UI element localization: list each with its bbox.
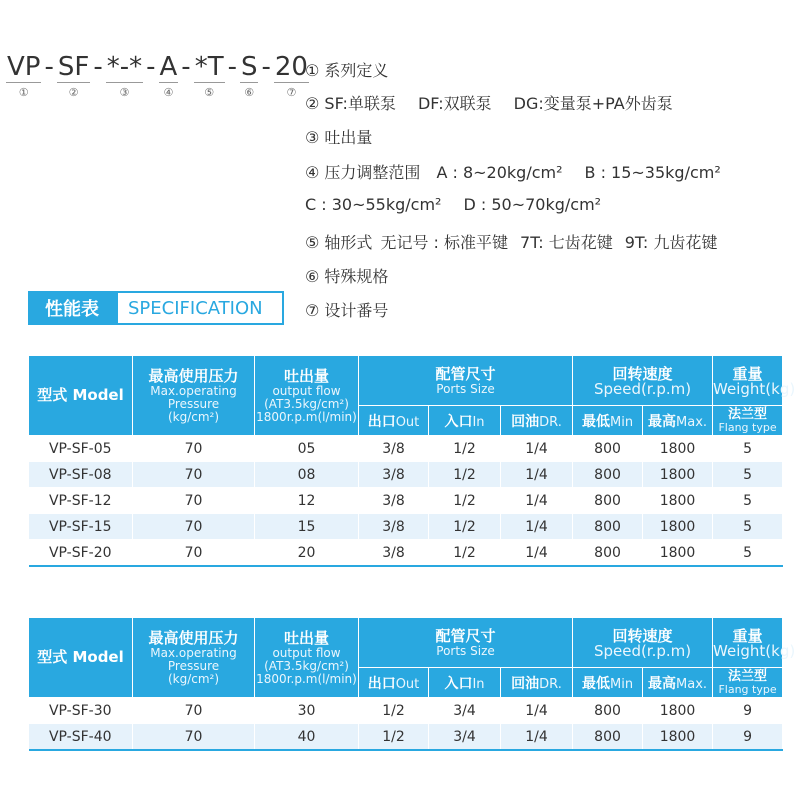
code-separator: -: [227, 52, 237, 82]
spec-tag-en: SPECIFICATION: [116, 291, 284, 325]
table-cell: 9: [713, 724, 783, 751]
table-2-body: [29, 698, 783, 751]
code-separator: -: [261, 52, 271, 82]
header-min: 最低Min: [573, 668, 643, 698]
table-cell: 05: [255, 436, 359, 462]
table-cell: 3/8: [359, 462, 429, 488]
table-cell: 70: [133, 724, 255, 751]
header-model: 型式 Model: [29, 356, 133, 436]
table-cell: 3/4: [429, 724, 501, 751]
table-cell: 800: [573, 698, 643, 724]
table-cell: 1/2: [429, 488, 501, 514]
table-cell: 5: [713, 488, 783, 514]
spec-tag-cn: 性能表: [28, 291, 116, 325]
table-cell: 70: [133, 540, 255, 567]
table-row: [29, 540, 783, 567]
table-row: [29, 514, 783, 540]
table-cell: 1/2: [429, 514, 501, 540]
header-weight: 重量 Weight(kg): [713, 618, 783, 668]
code-part: *T ⑤: [194, 52, 224, 99]
header-model: 型式 Model: [29, 618, 133, 698]
table-cell: 1/4: [501, 488, 573, 514]
table-cell: 1800: [643, 462, 713, 488]
table-cell: 1800: [643, 436, 713, 462]
table-cell: 08: [255, 462, 359, 488]
header-flange: 法兰型 Flang type: [713, 668, 783, 698]
header-dr: 回油DR.: [501, 668, 573, 698]
header-pressure: 最高使用压力 Max.operating Pressure (kg/cm²): [133, 356, 255, 436]
header-out: 出口Out: [359, 668, 429, 698]
table-row: [29, 436, 783, 462]
table-cell: 1800: [643, 488, 713, 514]
table-cell: 70: [133, 462, 255, 488]
header-pressure: 最高使用压力 Max.operating Pressure (kg/cm²): [133, 618, 255, 698]
table-cell: VP-SF-05: [29, 436, 133, 462]
table-cell: 800: [573, 488, 643, 514]
table-cell: 1/2: [359, 698, 429, 724]
header-max: 最高Max.: [643, 668, 713, 698]
table-cell: VP-SF-20: [29, 540, 133, 567]
table-cell: 1/4: [501, 540, 573, 567]
table-cell: VP-SF-15: [29, 514, 133, 540]
table-cell: VP-SF-40: [29, 724, 133, 751]
table-cell: 1/4: [501, 698, 573, 724]
code-separator: -: [181, 52, 191, 82]
table-cell: 70: [133, 698, 255, 724]
code-part: A ④: [159, 52, 178, 99]
definition-line: ⑤ 轴形式 无记号 : 标准平键 7T: 七齿花键 9T: 九齿花键: [305, 233, 718, 252]
table-cell: 3/8: [359, 488, 429, 514]
table-cell: VP-SF-08: [29, 462, 133, 488]
header-min: 最低Min: [573, 406, 643, 436]
table-cell: 800: [573, 724, 643, 751]
table-cell: 1/4: [501, 724, 573, 751]
table-cell: 800: [573, 514, 643, 540]
header-flow: 吐出量 output flow (AT3.5kg/cm²) 1800r.p.m(l/min): [255, 618, 359, 698]
table-cell: 800: [573, 436, 643, 462]
header-in: 入口In: [429, 406, 501, 436]
spec-table-1: [28, 355, 796, 567]
header-ports: 配管尺寸 Ports Size: [359, 356, 573, 406]
table-cell: 1800: [643, 698, 713, 724]
header-dr: 回油DR.: [501, 406, 573, 436]
definition-line: ② SF:单联泵 DF:双联泵 DG:变量泵+PA外齿泵: [305, 94, 673, 113]
code-part: SF ②: [57, 52, 90, 99]
table-cell: 1/2: [429, 436, 501, 462]
table-row: [29, 462, 783, 488]
table-cell: 30: [255, 698, 359, 724]
table-cell: 1800: [643, 724, 713, 751]
table-row: [29, 724, 783, 751]
table-cell: 3/8: [359, 514, 429, 540]
table-cell: 40: [255, 724, 359, 751]
header-ports: 配管尺寸 Ports Size: [359, 618, 573, 668]
table-cell: 1/2: [429, 462, 501, 488]
header-speed: 回转速度 Speed(r.p.m): [573, 356, 713, 406]
table-1-body: [29, 436, 783, 567]
table-cell: 5: [713, 436, 783, 462]
table-cell: 5: [713, 540, 783, 567]
table-row: [29, 698, 783, 724]
header-in: 入口In: [429, 668, 501, 698]
table-cell: 12: [255, 488, 359, 514]
spec-table-2: [28, 617, 796, 751]
code-separator: -: [146, 52, 156, 82]
table-cell: 1800: [643, 540, 713, 567]
table-cell: 1/4: [501, 436, 573, 462]
table-cell: 70: [133, 488, 255, 514]
specification-tag: [28, 291, 284, 325]
table-cell: 1800: [643, 514, 713, 540]
table-cell: 3/4: [429, 698, 501, 724]
model-code: [6, 52, 309, 99]
table-row: [29, 488, 783, 514]
table-cell: 3/8: [359, 436, 429, 462]
table-cell: 5: [713, 462, 783, 488]
header-out: 出口Out: [359, 406, 429, 436]
table-cell: VP-SF-30: [29, 698, 133, 724]
table-cell: 70: [133, 436, 255, 462]
table-cell: 800: [573, 540, 643, 567]
definition-line: ④ 压力调整范围 A : 8~20kg/cm² B : 15~35kg/cm²: [305, 163, 721, 182]
table-cell: 800: [573, 462, 643, 488]
definition-line: ③ 吐出量: [305, 128, 373, 147]
table-cell: 9: [713, 698, 783, 724]
table-cell: 20: [255, 540, 359, 567]
table-cell: 5: [713, 514, 783, 540]
code-part: *-* ③: [106, 52, 143, 99]
table-cell: VP-SF-12: [29, 488, 133, 514]
definition-line: ① 系列定义: [305, 61, 389, 80]
table-cell: 1/2: [359, 724, 429, 751]
table-cell: 15: [255, 514, 359, 540]
header-max: 最高Max.: [643, 406, 713, 436]
definition-line: C : 30~55kg/cm² D : 50~70kg/cm²: [305, 195, 602, 214]
code-separator: -: [93, 52, 103, 82]
code-separator: -: [44, 52, 54, 82]
definition-line: ⑦ 设计番号: [305, 301, 389, 320]
table-cell: 1/4: [501, 462, 573, 488]
header-speed: 回转速度 Speed(r.p.m): [573, 618, 713, 668]
code-part: VP ①: [7, 52, 41, 99]
table-cell: 1/2: [429, 540, 501, 567]
code-part: 20 ⑦: [274, 52, 308, 99]
code-part: S ⑥: [240, 52, 258, 99]
table-cell: 3/8: [359, 540, 429, 567]
header-flow: 吐出量 output flow (AT3.5kg/cm²) 1800r.p.m(l/min): [255, 356, 359, 436]
table-cell: 70: [133, 514, 255, 540]
table-cell: 1/4: [501, 514, 573, 540]
definition-line: ⑥ 特殊规格: [305, 267, 389, 286]
header-weight: 重量 Weight(kg): [713, 356, 783, 406]
header-flange: 法兰型 Flang type: [713, 406, 783, 436]
